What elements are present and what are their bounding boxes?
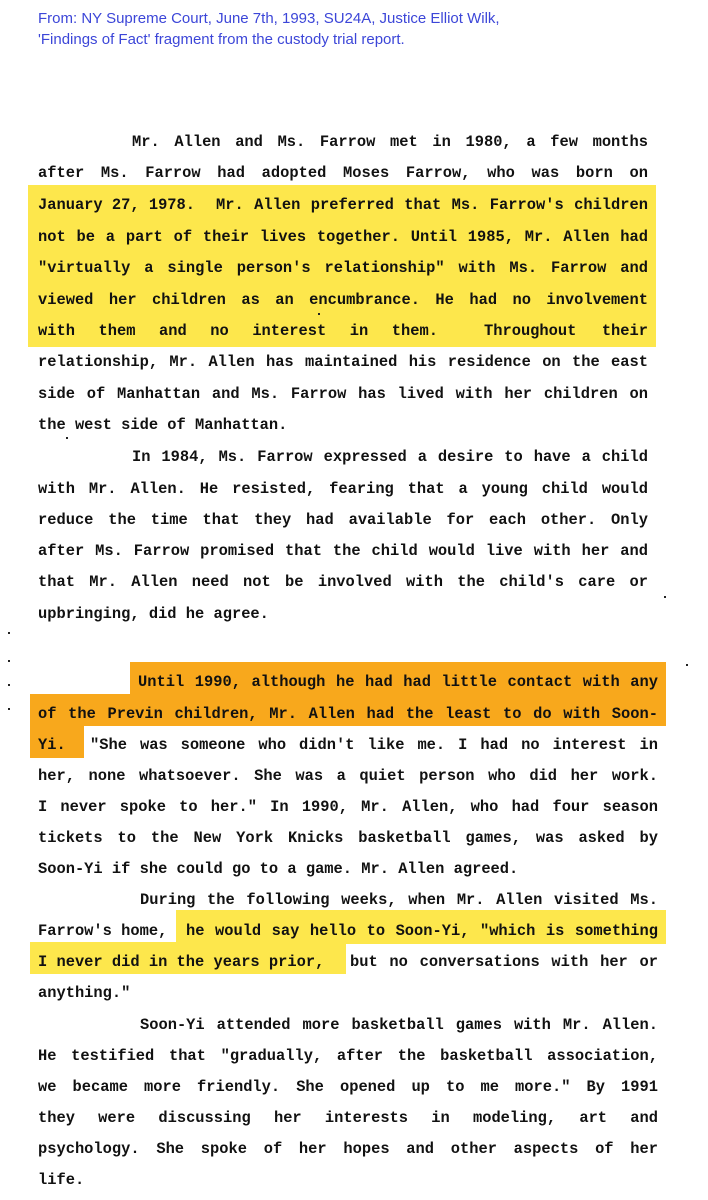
text-line: Until 1990, although he had had little contact with any xyxy=(138,673,658,691)
text-line: Mr. Allen preferred that Ms. Farrow's children xyxy=(216,196,648,214)
text-line: tickets to the New York Knicks basketball games, was asked by xyxy=(38,829,658,847)
text-line: "She was someone who didn't like me. I had no interest in xyxy=(90,736,658,754)
scan-speck xyxy=(8,684,10,686)
text-line: her, none whatsoever. She was a quiet person who did her work. xyxy=(38,767,658,785)
text-line: life. xyxy=(38,1171,85,1189)
text-line: reduce the time that they had available for each other. Only xyxy=(38,511,648,529)
scan-speck xyxy=(318,313,320,315)
text-line: Throughout their xyxy=(484,322,648,340)
text-line: after Ms. Farrow promised that the child would live with her and xyxy=(38,542,648,560)
text-line: we became more friendly. She opened up to me more." By 1991 xyxy=(38,1078,658,1096)
text-line: I never spoke to her." In 1990, Mr. Allen, who had four season xyxy=(38,798,658,816)
text-line: that Mr. Allen need not be involved with the child's care or xyxy=(38,573,648,591)
scan-speck xyxy=(664,596,666,598)
text-line: anything." xyxy=(38,984,131,1002)
source-caption xyxy=(38,8,678,50)
text-line: but no conversations with her or xyxy=(350,953,658,971)
text-line: after Ms. Farrow had adopted Moses Farrow, who was born on xyxy=(38,164,648,182)
text-line: During the following weeks, when Mr. Allen visited Ms. xyxy=(140,891,658,909)
text-line: He testified that "gradually, after the basketball association, xyxy=(38,1047,658,1065)
text-line: psychology. She spoke of her hopes and other aspects of her xyxy=(38,1140,658,1158)
caption-line: 'Findings of Fact' fragment from the custody trial report. xyxy=(38,31,405,48)
text-line: of the Previn children, Mr. Allen had the least to do with Soon- xyxy=(38,705,658,723)
scan-speck xyxy=(8,708,10,710)
scan-speck xyxy=(8,660,10,662)
text-line: relationship, Mr. Allen has maintained his residence on the east xyxy=(38,353,648,371)
scan-speck xyxy=(8,632,10,634)
text-line: he would say hello to Soon-Yi, "which is something xyxy=(186,922,658,940)
text-line: with Mr. Allen. He resisted, fearing that a young child would xyxy=(38,480,648,498)
scan-speck xyxy=(66,437,68,439)
text-line: not be a part of their lives together. Until 1985, Mr. Allen had xyxy=(38,228,648,246)
caption-line: From: NY Supreme Court, June 7th, 1993, SU24A, Justice Elliot Wilk, xyxy=(38,10,500,27)
text-line: upbringing, did he agree. xyxy=(38,605,269,623)
scan-speck xyxy=(686,664,688,666)
text-line: Soon-Yi if she could go to a game. Mr. Allen agreed. xyxy=(38,860,519,878)
text-line: In 1984, Ms. Farrow expressed a desire to have a child xyxy=(132,448,648,466)
text-line: Yi. xyxy=(38,736,66,754)
text-line: they were discussing her interests in modeling, art and xyxy=(38,1109,658,1127)
text-line: viewed her children as an encumbrance. He had no involvement xyxy=(38,291,648,309)
text-line: the west side of Manhattan. xyxy=(38,416,288,434)
text-line: Farrow's home, xyxy=(38,922,168,940)
text-line: Soon-Yi attended more basketball games with Mr. Allen. xyxy=(140,1016,658,1034)
text-line: side of Manhattan and Ms. Farrow has lived with her children on xyxy=(38,385,648,403)
text-line: with them and no interest in them. xyxy=(38,322,438,340)
text-line: January 27, 1978. xyxy=(38,196,196,214)
text-line: I never did in the years prior, xyxy=(38,953,325,971)
text-line: "virtually a single person's relationship" with Ms. Farrow and xyxy=(38,259,648,277)
text-line: Mr. Allen and Ms. Farrow met in 1980, a few months xyxy=(132,133,648,151)
